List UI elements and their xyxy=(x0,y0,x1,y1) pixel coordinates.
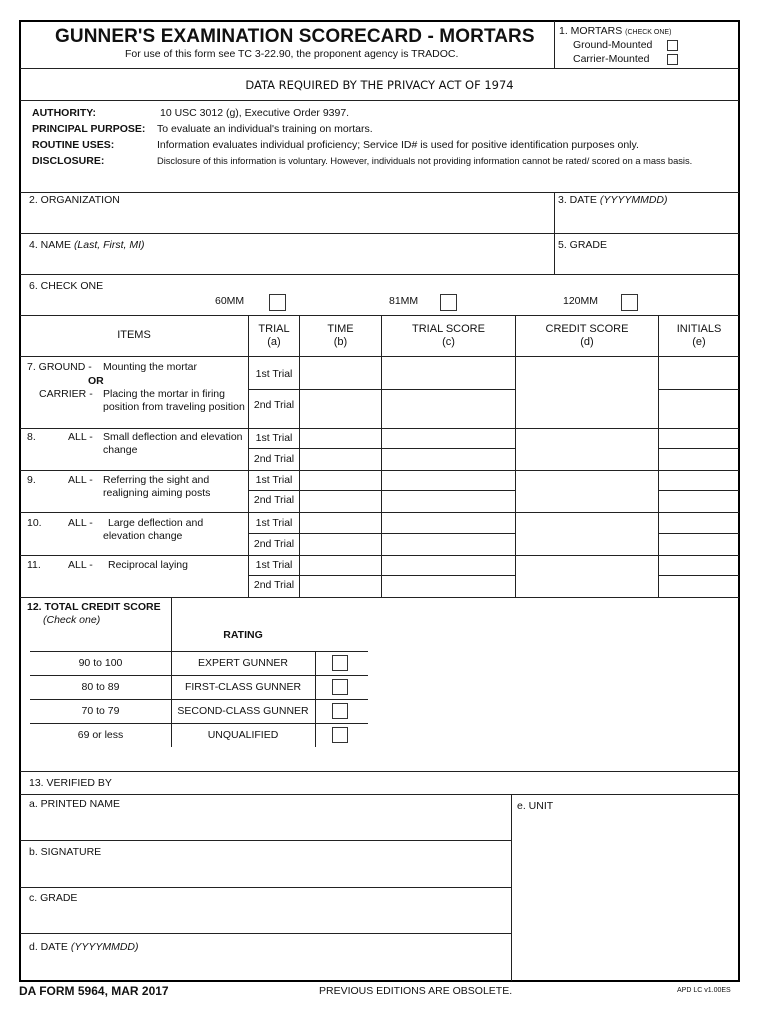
form-title: GUNNER'S EXAMINATION SCORECARD - MORTARS xyxy=(55,26,535,47)
divider xyxy=(248,448,515,449)
name-label: 4. NAME (Last, First, MI) xyxy=(29,239,145,251)
item-7-carrier: CARRIER - xyxy=(39,388,93,400)
caliber-81mm-label: 81MM xyxy=(389,295,419,307)
unit-field[interactable] xyxy=(512,814,739,980)
printed-name-field[interactable] xyxy=(20,812,510,839)
divider xyxy=(20,597,739,598)
organization-label: 2. ORGANIZATION xyxy=(29,194,120,206)
divider xyxy=(658,533,739,534)
routine-uses-label: ROUTINE USES: xyxy=(32,139,115,151)
col-header-initials: INITIALS (e) xyxy=(676,323,722,348)
divider xyxy=(658,389,739,390)
divider xyxy=(20,470,739,471)
signature-field[interactable] xyxy=(20,860,510,886)
col-header-time: TIME (b) xyxy=(327,323,354,348)
unit-label: e. UNIT xyxy=(517,800,554,812)
item-9-who: ALL - xyxy=(68,474,93,486)
header-divider xyxy=(554,21,555,68)
divider xyxy=(30,723,368,724)
divider xyxy=(20,771,739,772)
col-header-items: ITEMS xyxy=(117,329,151,341)
item-9-text-2: realigning aiming posts xyxy=(103,487,211,499)
carrier-mounted-checkbox[interactable] xyxy=(667,54,678,65)
divider xyxy=(248,389,515,390)
item-9-trial-2: 2nd Trial xyxy=(253,494,295,506)
grade-label: 5. GRADE xyxy=(558,239,608,251)
divider xyxy=(248,490,515,491)
divider xyxy=(20,274,739,275)
name-field[interactable] xyxy=(20,251,554,273)
divider xyxy=(20,887,511,888)
total-credit-note: (Check one) xyxy=(43,614,101,626)
divider xyxy=(20,840,511,841)
divider xyxy=(20,100,739,101)
item-11-trial-2: 2nd Trial xyxy=(253,579,295,591)
rating-expert-checkbox[interactable] xyxy=(332,655,348,671)
item-11-trial-1: 1st Trial xyxy=(255,559,293,571)
item-7-ground-text: Mounting the mortar xyxy=(103,361,197,373)
disclosure-label: DISCLOSURE: xyxy=(32,155,105,167)
rating-label-unqualified: UNQUALIFIED xyxy=(207,729,279,741)
principal-purpose-label: PRINCIPAL PURPOSE: xyxy=(32,123,146,135)
item-8-text-1: Small deflection and elevation xyxy=(103,431,243,443)
item-9-trial-1: 1st Trial xyxy=(255,474,293,486)
signature-label: b. SIGNATURE xyxy=(29,846,102,858)
col-header-trial: TRIAL (a) xyxy=(258,323,290,348)
verifier-date-label: d. DATE (YYYYMMDD) xyxy=(29,941,139,953)
divider xyxy=(20,68,739,69)
item-8-who: ALL - xyxy=(68,431,93,443)
item-7-ground: 7. GROUND - xyxy=(27,361,92,373)
caliber-60mm-checkbox[interactable] xyxy=(269,294,286,311)
form-subtitle: For use of this form see TC 3-22.90, the proponent agency is TRADOC. xyxy=(125,48,459,60)
caliber-81mm-checkbox[interactable] xyxy=(440,294,457,311)
item-11-who: ALL - xyxy=(68,559,93,571)
disclosure-text: Disclosure of this information is voluntary. However, individuals not providing information cannot be rated/ scored on a mass basis. xyxy=(157,156,693,166)
item-10-who: ALL - xyxy=(68,517,93,529)
divider xyxy=(20,356,739,357)
divider xyxy=(248,575,515,576)
obsolete-notice: PREVIOUS EDITIONS ARE OBSOLETE. xyxy=(319,985,513,997)
authority-label: AUTHORITY: xyxy=(32,107,96,119)
privacy-title: DATA REQUIRED BY THE PRIVACY ACT OF 1974 xyxy=(245,78,514,92)
divider xyxy=(20,794,739,795)
item-8-trial-1: 1st Trial xyxy=(255,432,293,444)
verified-by-title: 13. VERIFIED BY xyxy=(29,777,112,789)
divider xyxy=(30,699,368,700)
item-8-num: 8. xyxy=(27,431,36,443)
ground-mounted-label: Ground-Mounted xyxy=(573,39,653,51)
rating-label-second-class: SECOND-CLASS GUNNER xyxy=(177,705,309,717)
item-8-text-2: change xyxy=(103,444,138,456)
rating-label-first-class: FIRST-CLASS GUNNER xyxy=(184,681,302,693)
caliber-60mm-label: 60MM xyxy=(215,295,245,307)
date-label: 3. DATE (YYYYMMDD) xyxy=(558,194,668,206)
verifier-date-field[interactable] xyxy=(20,955,510,980)
item-11-num: 11. xyxy=(27,559,41,571)
rating-header: RATING xyxy=(223,629,263,641)
col-header-trial-score: TRIAL SCORE (c) xyxy=(412,323,485,348)
divider xyxy=(658,448,739,449)
authority-text: 10 USC 3012 (g), Executive Order 9397. xyxy=(160,107,350,119)
item-7-trial-2: 2nd Trial xyxy=(253,399,295,411)
item-7-or: OR xyxy=(88,375,104,387)
item-7-trial-1: 1st Trial xyxy=(255,368,293,380)
verifier-grade-field[interactable] xyxy=(20,906,510,932)
divider xyxy=(20,233,739,234)
version-tag: APD LC v1.00ES xyxy=(677,987,731,994)
item-10-trial-1: 1st Trial xyxy=(255,517,293,529)
rating-first-class-checkbox[interactable] xyxy=(332,679,348,695)
carrier-mounted-label: Carrier-Mounted xyxy=(573,53,650,65)
caliber-120mm-checkbox[interactable] xyxy=(621,294,638,311)
ground-mounted-checkbox[interactable] xyxy=(667,40,678,51)
divider xyxy=(30,651,368,652)
divider xyxy=(20,512,739,513)
printed-name-label: a. PRINTED NAME xyxy=(29,798,121,810)
grade-field[interactable] xyxy=(555,251,739,273)
item-10-num: 10. xyxy=(27,517,42,529)
item-8-trial-2: 2nd Trial xyxy=(253,453,295,465)
item-10-trial-2: 2nd Trial xyxy=(253,538,295,550)
rating-range-second-class: 70 to 79 xyxy=(81,705,120,717)
principal-purpose-text: To evaluate an individual's training on mortars. xyxy=(157,123,373,135)
divider xyxy=(658,490,739,491)
divider xyxy=(20,555,739,556)
rating-range-first-class: 80 to 89 xyxy=(81,681,120,693)
item-10-text-1: Large deflection and xyxy=(108,517,204,529)
divider xyxy=(30,675,368,676)
routine-uses-text: Information evaluates individual proficiency; Service ID# is used for positive identification purposes only. xyxy=(157,139,639,151)
item-10-text-2: elevation change xyxy=(103,530,183,542)
organization-field[interactable] xyxy=(20,206,554,232)
divider xyxy=(20,192,739,193)
mortars-label: 1. MORTARS (CHECK ONE) xyxy=(559,25,672,37)
rating-range-expert: 90 to 100 xyxy=(78,657,123,669)
form-id: DA FORM 5964, MAR 2017 xyxy=(19,984,169,998)
caliber-120mm-label: 120MM xyxy=(563,295,599,307)
check-one-label: 6. CHECK ONE xyxy=(29,280,104,292)
verifier-grade-label: c. GRADE xyxy=(29,892,78,904)
rating-unqualified-checkbox[interactable] xyxy=(332,727,348,743)
divider xyxy=(248,533,515,534)
total-credit-title: 12. TOTAL CREDIT SCORE xyxy=(27,601,161,613)
item-7-carrier-text-1: Placing the mortar in firing xyxy=(103,388,225,400)
col-header-credit-score: CREDIT SCORE (d) xyxy=(545,323,629,348)
rating-range-unqualified: 69 or less xyxy=(77,729,124,741)
divider xyxy=(20,933,511,934)
item-11-text-1: Reciprocal laying xyxy=(108,559,188,571)
divider xyxy=(20,428,739,429)
item-9-num: 9. xyxy=(27,474,36,486)
divider xyxy=(658,575,739,576)
item-9-text-1: Referring the sight and xyxy=(103,474,210,486)
divider xyxy=(20,315,739,316)
rating-label-expert: EXPERT GUNNER xyxy=(197,657,289,669)
rating-second-class-checkbox[interactable] xyxy=(332,703,348,719)
item-7-carrier-text-2: position from traveling position xyxy=(103,401,245,413)
date-field[interactable] xyxy=(555,206,739,232)
col-divider xyxy=(171,597,172,747)
